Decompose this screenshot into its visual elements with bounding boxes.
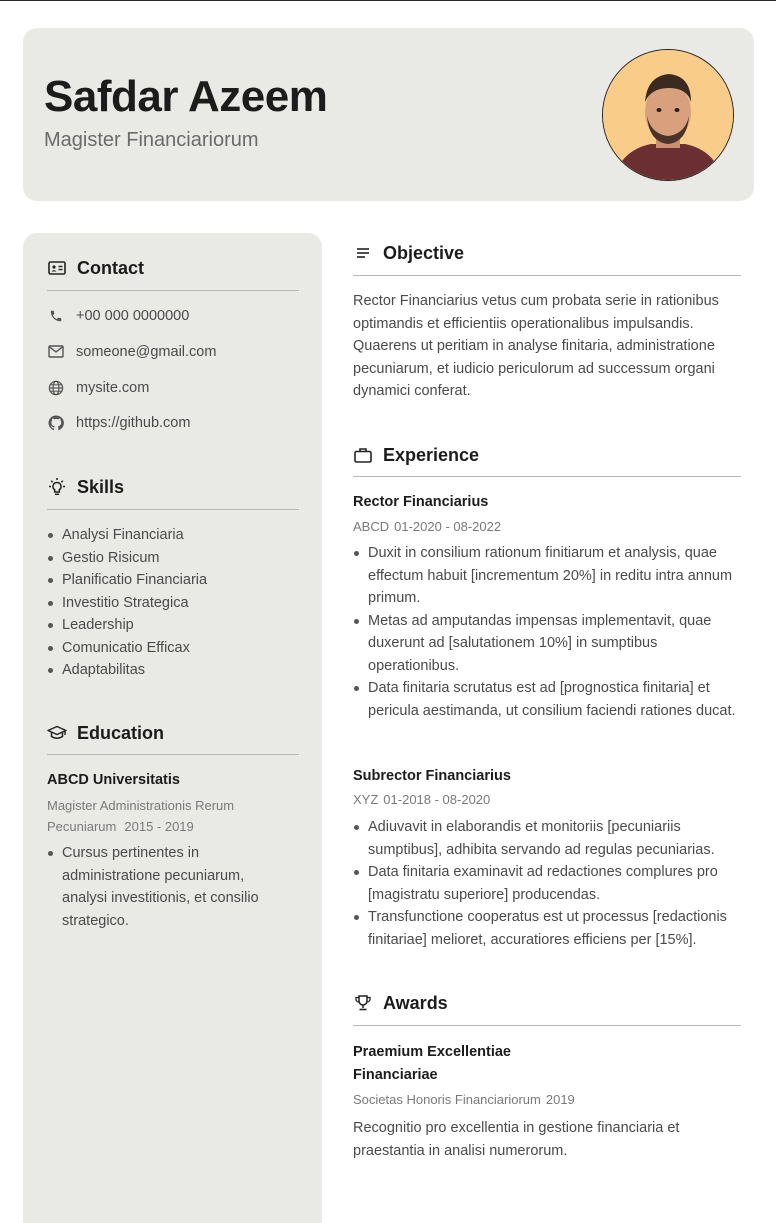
skills-list [47, 524, 207, 682]
award-meta [353, 1092, 575, 1107]
award-org: Societas Honoris Financiariorum [353, 1092, 541, 1107]
job-2-company: XYZ [353, 792, 379, 807]
phone-text: +00 000 0000000 [76, 307, 190, 324]
contact-email[interactable] [47, 343, 216, 360]
contact-heading [47, 256, 144, 280]
divider [353, 476, 741, 477]
profile-photo [603, 50, 733, 180]
id-card-icon [47, 258, 67, 278]
job-1-title: Rector Financiarius [353, 494, 489, 510]
job-2-meta [353, 792, 490, 807]
divider [47, 290, 299, 291]
skills-heading-label: Skills [77, 476, 125, 497]
email-text: someone@gmail.com [76, 343, 217, 360]
resume-header [23, 28, 754, 201]
job-2-title: Subrector Financiarius [353, 768, 511, 784]
trophy-icon [353, 993, 373, 1013]
contact-heading-label: Contact [77, 257, 144, 278]
globe-icon [47, 379, 64, 396]
mail-icon [47, 343, 64, 360]
job-2-dates: 01-2018 - 08-2020 [383, 792, 491, 807]
github-icon [47, 414, 64, 431]
skill-item: Comunicatio Efficax [47, 637, 207, 660]
degree-years: 2015 - 2019 [124, 819, 194, 834]
divider [47, 754, 299, 755]
text-lines-icon [353, 243, 373, 263]
contact-phone[interactable] [47, 307, 189, 324]
job-item: Metas ad amputandas impensas implementavit, quae duxerunt ad [salutationem 10%] in sumptibus operationibus. [353, 610, 741, 678]
education-heading [47, 721, 164, 745]
skill-item: Planificatio Financiaria [47, 569, 207, 592]
skill-item: Leadership [47, 614, 207, 637]
education-item: Cursus pertinentes in administratione pecuniarum, analysi investitionis, et consilio strategico. [47, 842, 287, 932]
school-name: ABCD Universitatis [47, 772, 180, 788]
objective-text: Rector Financiarius vetus cum probata serie in rationibus optimandis et efficientiis operationalibus impulsandis. Quaerens ut peritiam in analyse finitaria, administratione pecuniarum, et iudicio periculorum ad successum organi dynamici conferat. [353, 293, 719, 399]
skills-heading [47, 475, 124, 499]
experience-heading-label: Experience [383, 444, 480, 465]
job-item: Transfunctione cooperatus est ut processus [redactionis finitariae] melioret, accuratiores efficiens per [15%]. [353, 906, 741, 951]
sidebar [23, 233, 322, 1223]
skill-item: Investitio Strategica [47, 592, 207, 615]
skill-item: Adaptabilitas [47, 659, 207, 682]
github-text: https://github.com [76, 414, 191, 431]
experience-heading [353, 443, 479, 467]
job-1-dates: 01-2020 - 08-2022 [394, 519, 502, 534]
education-heading-label: Education [77, 722, 165, 743]
skill-item: Analysi Financiaria [47, 524, 207, 547]
divider [353, 1025, 741, 1026]
briefcase-icon [353, 445, 373, 465]
graduation-cap-icon [47, 723, 67, 743]
job-item: Data finitaria examinavit ad redactiones complures pro [magistratu superiore] producendas. [353, 861, 741, 906]
degree-info [47, 795, 277, 837]
divider [47, 509, 299, 510]
awards-heading [353, 991, 448, 1015]
person-name: Safdar Azeem [44, 72, 328, 121]
degree-name: Magister Administrationis Rerum Pecuniarum [47, 798, 235, 834]
job-1-meta [353, 519, 501, 534]
award-title: Praemium Excellentiae Financiariae [353, 1044, 511, 1083]
objective-heading [353, 241, 464, 265]
job-item: Adiuvavit in elaborandis et monitoriis [pecuniariis sumptibus], adhibita servando ad regulas pecuniarias. [353, 816, 741, 861]
education-details [47, 842, 287, 932]
website-text: mysite.com [76, 379, 150, 396]
job-2-details [353, 816, 741, 951]
contact-website[interactable] [47, 379, 149, 396]
divider [353, 275, 741, 276]
top-border [0, 0, 776, 1]
award-description: Recognitio pro excellentia in gestione financiaria et praestantia in analisi numerorum. [353, 1120, 680, 1159]
job-title: Magister Financiariorum [44, 129, 259, 151]
objective-heading-label: Objective [383, 242, 465, 263]
skill-item: Gestio Risicum [47, 547, 207, 570]
job-item: Data finitaria scrutatus est ad [prognostica finitaria] et pericula aestimanda, ut consilium faciendi rationes ducat. [353, 677, 741, 722]
lightbulb-icon [47, 477, 67, 497]
avatar [602, 49, 734, 181]
job-1-details [353, 542, 741, 722]
awards-heading-label: Awards [383, 992, 448, 1013]
job-1-company: ABCD [353, 519, 390, 534]
phone-icon [47, 307, 64, 324]
contact-github[interactable] [47, 414, 190, 431]
award-year: 2019 [545, 1092, 575, 1107]
job-item: Duxit in consilium rationum finitiarum et analysis, quae effectum habuit [incrementum 20%] in reditu intra annum primum. [353, 542, 741, 610]
